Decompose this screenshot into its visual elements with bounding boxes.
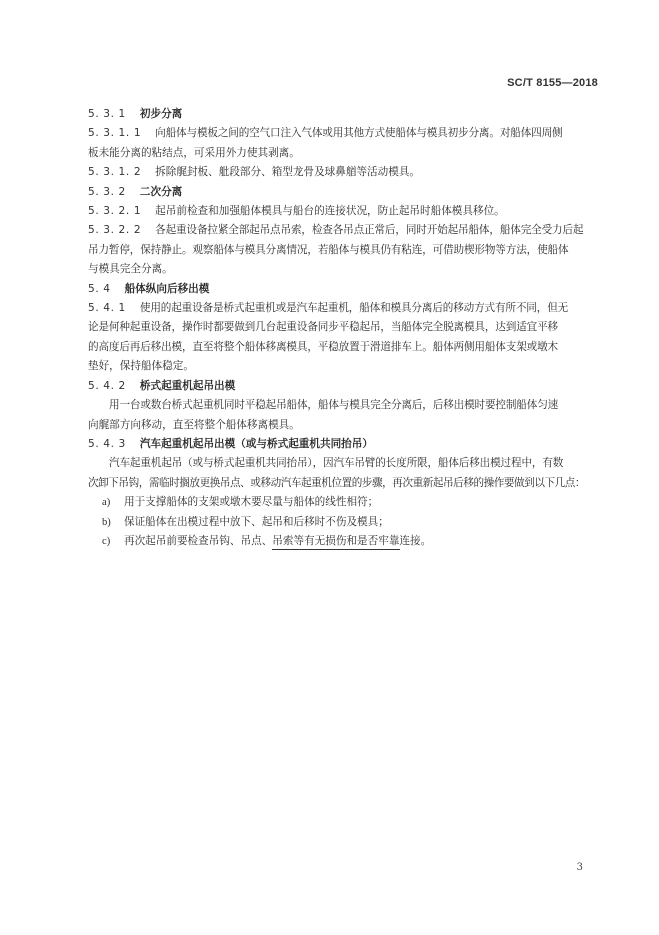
section-title: 桥式起重机起吊出模 <box>139 379 236 392</box>
section-5-3-2-1-line1 <box>88 202 608 221</box>
section-5-4-2-line1: 用一台或数台桥式起重机同时平稳起吊船体，船体与模具完全分离后，后移出模时要控制船体匀速 <box>109 399 559 412</box>
section-5-3-1-heading <box>88 105 608 124</box>
section-number: 5. 3. 2. 2 <box>88 224 142 237</box>
section-5-3-1-2-line1 <box>88 163 608 182</box>
section-5-4-1-line1 <box>88 299 608 318</box>
paragraph-text: 拆除艉封板、舭段部分、箱型龙骨及球鼻艏等活动模具。 <box>155 166 421 179</box>
section-number: 5. 3. 2 <box>88 185 126 198</box>
list-item-text: 再次起吊前要检查吊钩、吊点、吊索等有无损伤和是否牢靠连接。 <box>124 534 432 547</box>
section-title: 二次分离 <box>139 185 183 198</box>
paragraph-text: 使用的起重设备是桥式起重机或是汽车起重机，船体和模具分离后的移动方式有所不同，但无 <box>139 302 569 315</box>
page-number: 3 <box>576 862 583 873</box>
section-number: 5. 3. 1. 2 <box>88 166 142 179</box>
section-number: 5. 4 <box>88 282 111 295</box>
section-title: 船体纵向后移出模 <box>124 282 210 295</box>
section-title: 汽车起重机起吊出模（或与桥式起重机共同抬吊） <box>139 437 373 450</box>
section-5-4-heading <box>88 280 608 299</box>
section-5-4-1-line4: 垫好，保持船体稳定。 <box>88 360 194 373</box>
paragraph-text: 起吊前检查和加强船体模具与船台的连接状况，防止起吊时船体模具移位。 <box>155 205 505 218</box>
section-5-4-3-line1: 汽车起重机起吊（或与桥式起重机共同抬吊），因汽车吊臂的长度所限，船体后移出模过程中，有数 <box>109 457 564 470</box>
section-number: 5. 4. 1 <box>88 302 126 315</box>
section-5-3-1-1-line1 <box>88 124 608 143</box>
end-of-text-rule <box>272 549 400 550</box>
list-item-label: b) <box>102 516 111 528</box>
list-item-text: 保证船体在出模过程中放下、起吊和后移时不伤及模具； <box>124 515 389 528</box>
document-body <box>88 105 608 551</box>
list-item-text: 用于支撑船体的支架或墩木要尽量与船体的线性相符； <box>124 496 379 509</box>
section-5-3-1-1-line2: 板未能分离的粘结点，可采用外力使其剥离。 <box>88 146 300 159</box>
paragraph-text: 向船体与模板之间的空气口注入气体或用其他方式使船体与模具初步分离。对船体四周侧 <box>155 127 563 140</box>
section-number: 5. 4. 3 <box>88 437 126 450</box>
section-number: 5. 3. 2. 1 <box>88 205 142 218</box>
section-5-4-2-heading <box>88 377 608 396</box>
section-5-4-3-line2: 次卸下吊钩，需临时搁放更换吊点、或移动汽车起重机位置的步骤，再次重新起吊后移的操作要做到以下几点： <box>88 476 586 489</box>
list-item <box>88 493 608 512</box>
section-number: 5. 4. 2 <box>88 379 126 392</box>
section-5-4-3-heading <box>88 435 608 454</box>
section-5-3-2-2-line3: 与模具完全分离。 <box>88 263 173 276</box>
section-5-3-2-2-line1 <box>88 221 608 240</box>
section-number: 5. 3. 1. 1 <box>88 127 142 140</box>
section-5-4-1-line3: 的高度后再后移出模，直至将整个船体移离模具，平稳放置于滑道排车上。船体两侧用船体支架或墩木 <box>88 340 558 353</box>
section-5-4-2-line2: 向艉部方向移动，直至将整个船体移离模具。 <box>88 418 300 431</box>
section-title: 初步分离 <box>139 108 183 120</box>
paragraph-text: 各起重设备拉紧全部起吊点吊索，检查各吊点正常后，同时开始起吊船体，船体完全受力后起 <box>155 224 584 237</box>
section-5-3-2-2-line2: 吊力暂停，保持静止。观察船体与模具分离情况，若船体与模具仍有粘连，可借助楔形物等方法，使船体 <box>88 243 569 256</box>
section-number: 5. 3. 1 <box>88 108 126 120</box>
list-item <box>88 513 608 532</box>
section-5-4-1-line2: 论是何种起重设备，操作时都要做到几台起重设备同步平稳起吊，当船体完全脱离模具，达到适宜平移 <box>88 321 558 334</box>
standard-code: SC/T 8155—2018 <box>507 77 598 89</box>
list-item-label: c) <box>102 535 111 547</box>
section-5-3-2-heading <box>88 183 608 202</box>
list-item-label: a) <box>102 497 111 509</box>
